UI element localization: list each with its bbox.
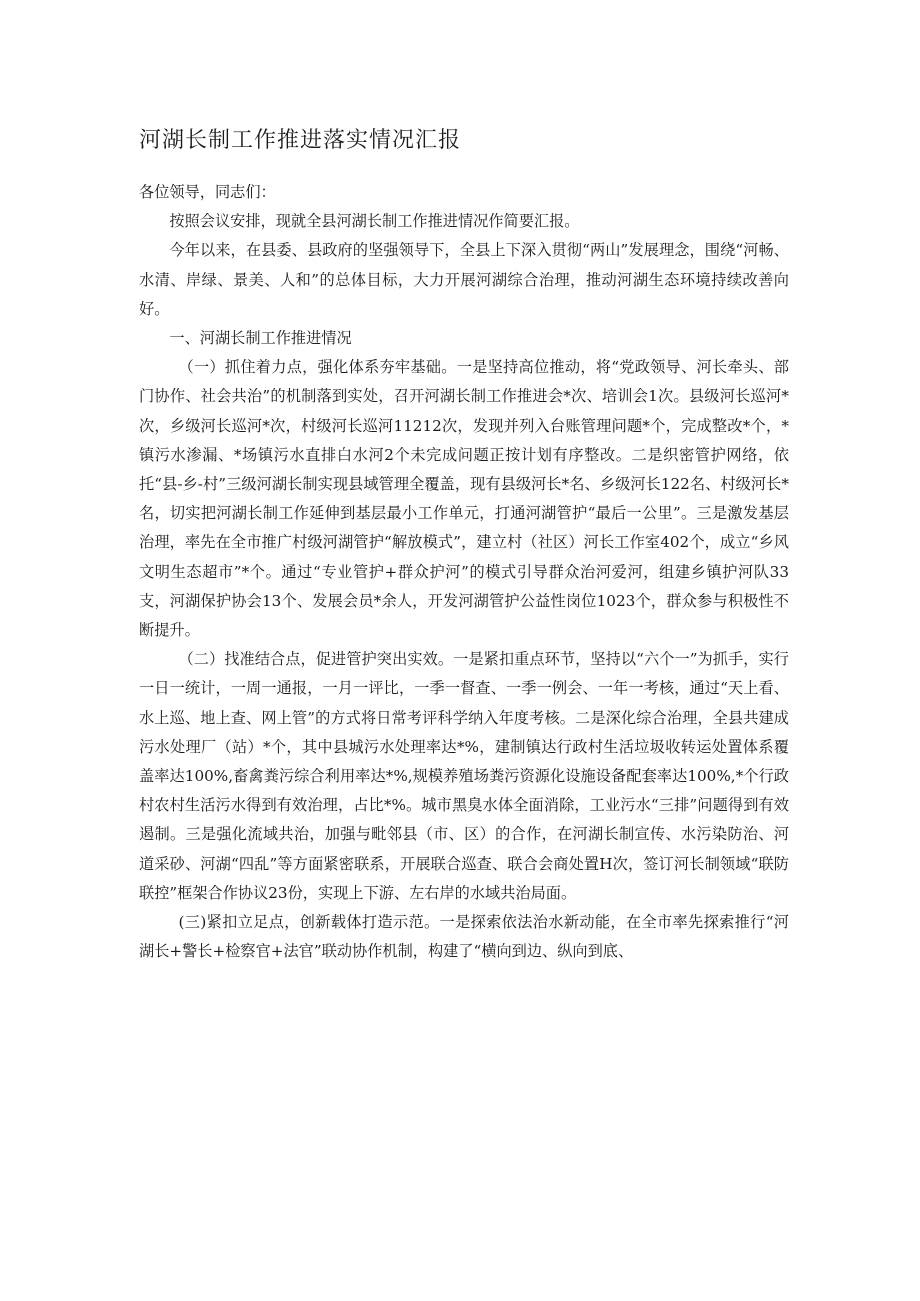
subsection-2-paragraph: （二）找准结合点，促进管护突出实效。一是紧扣重点环节，坚持以“六个一”为抓手，实行一日一统计，一周一通报，一月一评比，一季一督查、一季一例会、一年一考核，通过“天上看、水上巡、地上查、网上管”的方式将日常考评科学纳入年度考核。二是深化综合治理，全县共建成污水处理厂（站）*个，其中县城污水处理率达*%，建制镇达行政村生活垃圾收转运处置体系覆盖率达100%,畜禽粪污综合利用率达*%,规模养殖场粪污资源化设施设备配套率达100%,*个行政村农村生活污水得到有效治理，占比*%。城市黑臭水体全面消除，工业污水“三排”问题得到有效遏制。三是强化流域共治，加强与毗邻县（市、区）的合作，在河湖长制宣传、水污染防治、河道采砂、河湖“四乱”等方面紧密联系，开展联合巡查、联合会商处置H次，签订河长制领域“联防联控”框架合作协议23份，实现上下游、左右岸的水域共治局面。 [139, 650, 789, 902]
subsection-3-paragraph: (三)紧扣立足点，创新载体打造示范。一是探索依法治水新动能，在全市率先探索推行“河湖长+警长+检察官+法官”联动协作机制，构建了“横向到边、纵向到底、 [139, 913, 789, 961]
section-heading: 一、河湖长制工作推进情况 [169, 329, 352, 348]
document-body [139, 178, 789, 966]
intro-paragraph: 按照会议安排，现就全县河湖长制工作推进情况作简要汇报。 [169, 212, 580, 231]
document-title: 河湖长制工作推进落实情况汇报 [139, 128, 462, 153]
subsection-1-paragraph: （一）抓住着力点，强化体系夯牢基础。一是坚持高位推动，将“党政领导、河长牵头、部门协作、社会共治”的机制落到实处，召开河湖长制工作推进会*次、培训会1次。县级河长巡河*次，乡级河长巡河*次，村级河长巡河11212次，发现并列入台账管理问题*个，完成整改*个，*镇污水渗漏、*场镇污水直排白水河2个未完成问题正按计划有序整改。二是织密管护网络，依托“县-乡-村”三级河湖长制实现县域管理全覆盖，现有县级河长*名、乡级河长122名、村级河长*名，切实把河湖长制工作延伸到基层最小工作单元，打通河湖管护“最后一公里”。三是激发基层治理，率先在全市推广村级河湖管护“解放模式”，建立村（社区）河长工作室402个，成立“乡风文明生态超市”*个。通过“专业管护+群众护河”的模式引导群众治河爱河，组建乡镇护河队33支，河湖保护协会13个、发展会员*余人，开发河湖管护公益性岗位1023个，群众参与积极性不断提升。 [139, 358, 789, 640]
salutation: 各位领导，同志们： [139, 183, 276, 201]
overview-paragraph: 今年以来，在县委、县政府的坚强领导下，全县上下深入贯彻“两山”发展理念，围绕“河畅、水清、岸绿、景美、人和”的总体目标，大力开展河湖综合治理，推动河湖生态环境持续改善向好。 [139, 241, 789, 318]
